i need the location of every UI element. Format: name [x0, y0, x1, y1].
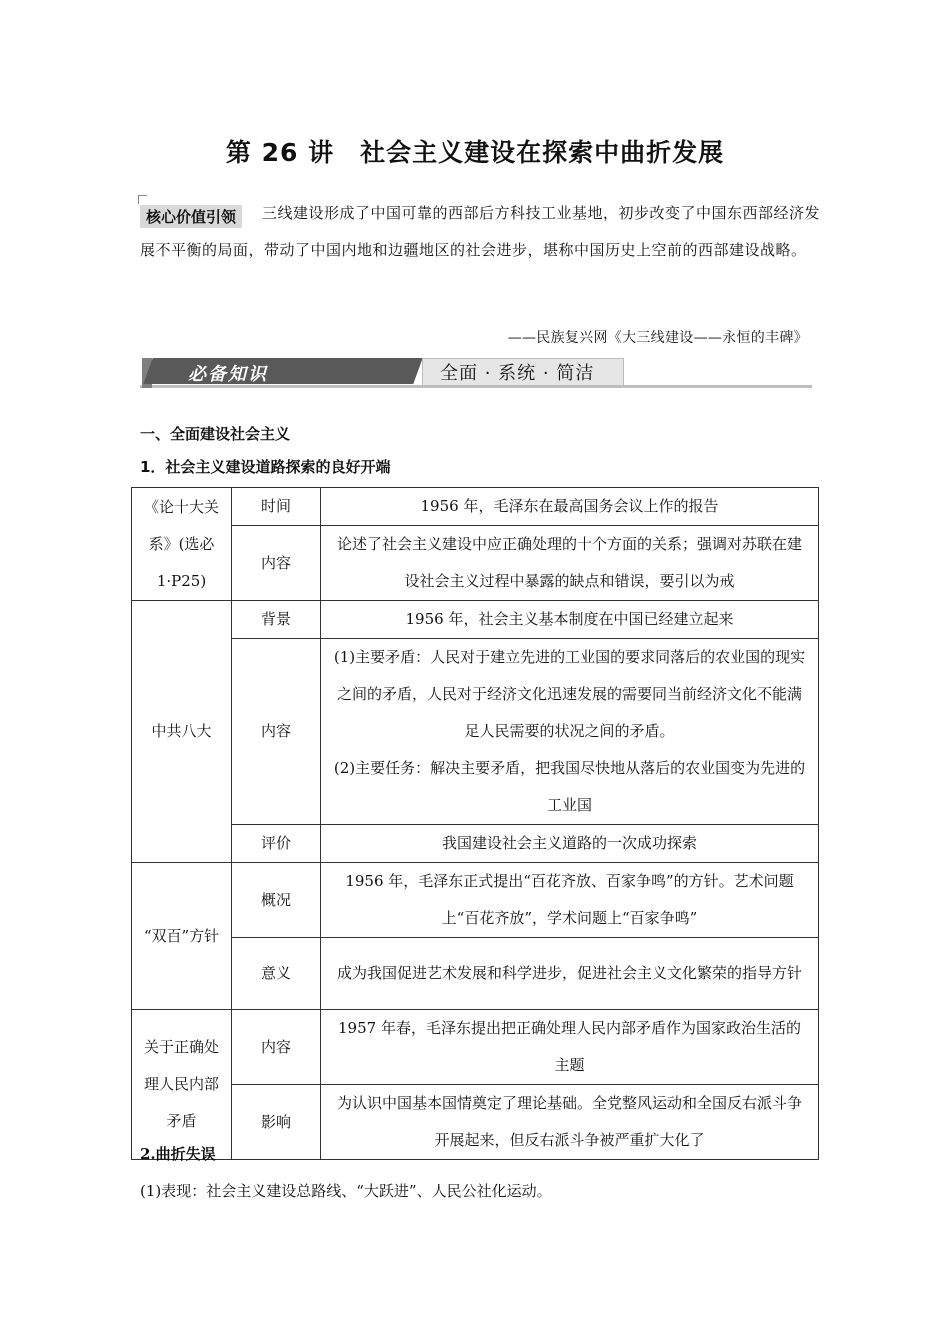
table-content-cell: 我国建设社会主义道路的一次成功探索	[321, 825, 819, 863]
table-row	[132, 863, 819, 938]
section-banner	[140, 356, 812, 390]
banner-right-label: 全面 · 系统 · 简洁	[440, 363, 595, 384]
table-category-cell: 《论十大关系》(选必 1·P25)	[132, 488, 232, 601]
section-heading: 一、全面建设社会主义	[140, 425, 291, 443]
core-value-tag: 核心价值引领	[140, 205, 242, 228]
page-title: 第 26 讲 社会主义建设在探索中曲折发展	[225, 138, 725, 167]
banner-left-label: 必备知识	[188, 364, 268, 385]
table-row	[132, 526, 819, 601]
quote-source: ——民族复兴网《大三线建设——永恒的丰碑》	[507, 330, 808, 346]
table-subhead-cell: 意义	[232, 938, 321, 1010]
core-value-block	[140, 195, 820, 269]
knowledge-table	[131, 487, 819, 1160]
subsection-heading: 2.曲折失误	[140, 1145, 216, 1163]
table-content-paragraph: (2)主要任务：解决主要矛盾，把我国尽快地从落后的农业国变为先进的工业国	[333, 759, 806, 814]
table-subhead-cell: 评价	[232, 825, 321, 863]
subsection-heading: 1．社会主义建设道路探索的良好开端	[140, 458, 391, 476]
table-content-cell: 论述了社会主义建设中应正确处理的十个方面的关系；强调对苏联在建设社会主义过程中暴露的缺点和错误，要引以为戒	[321, 526, 819, 601]
banner-dark-block	[143, 358, 422, 384]
table-row	[132, 938, 819, 1010]
core-value-text: 三线建设形成了中国可靠的西部后方科技工业基地，初步改变了中国东西部经济发展不平衡的局面，带动了中国内地和边疆地区的社会进步，堪称中国历史上空前的西部建设战略。	[140, 204, 821, 259]
table-content-cell: 为认识中国基本国情奠定了理论基础。全党整风运动和全国反右派斗争开展起来，但反右派斗争被严重扩大化了	[321, 1085, 819, 1160]
table-row	[132, 601, 819, 639]
table-row	[132, 1010, 819, 1085]
table-category-cell: “双百”方针	[132, 863, 232, 1010]
table-subhead-cell: 内容	[232, 526, 321, 601]
table-content-cell: 成为我国促进艺术发展和科学进步，促进社会主义文化繁荣的指导方针	[321, 938, 819, 1010]
table-content-paragraph: (1)主要矛盾：人民对于建立先进的工业国的要求同落后的农业国的现实之间的矛盾，人民对于经济文化迅速发展的需要同当前经济文化不能满足人民需要的状况之间的矛盾。	[333, 648, 806, 740]
table-subhead-cell: 内容	[232, 1010, 321, 1085]
table-content-cell: 1956 年，毛泽东在最高国务会议上作的报告	[321, 488, 819, 526]
body-paragraph: (1)表现：社会主义建设总路线、“大跃进”、人民公社化运动。	[140, 1182, 552, 1200]
table-subhead-cell: 背景	[232, 601, 321, 639]
table-content-cell: 1956 年，社会主义基本制度在中国已经建立起来	[321, 601, 819, 639]
table-content-cell: 1956 年，毛泽东正式提出“百花齐放、百家争鸣”的方针。艺术问题上“百花齐放”，学术问题上“百家争鸣”	[321, 863, 819, 938]
table-row	[132, 825, 819, 863]
table-row	[132, 1085, 819, 1160]
table-subhead-cell: 概况	[232, 863, 321, 938]
table-row	[132, 639, 819, 825]
table-category-cell: 关于正确处理人民内部矛盾	[132, 1010, 232, 1160]
table-subhead-cell: 影响	[232, 1085, 321, 1160]
table-subhead-cell: 时间	[232, 488, 321, 526]
table-content-cell: 1957 年春，毛泽东提出把正确处理人民内部矛盾作为国家政治生活的主题	[321, 1010, 819, 1085]
corner-bracket-icon	[138, 195, 147, 204]
table-subhead-cell: 内容	[232, 639, 321, 825]
table-category-cell: 中共八大	[132, 601, 232, 863]
table-row	[132, 488, 819, 526]
table-content-cell	[321, 639, 819, 825]
